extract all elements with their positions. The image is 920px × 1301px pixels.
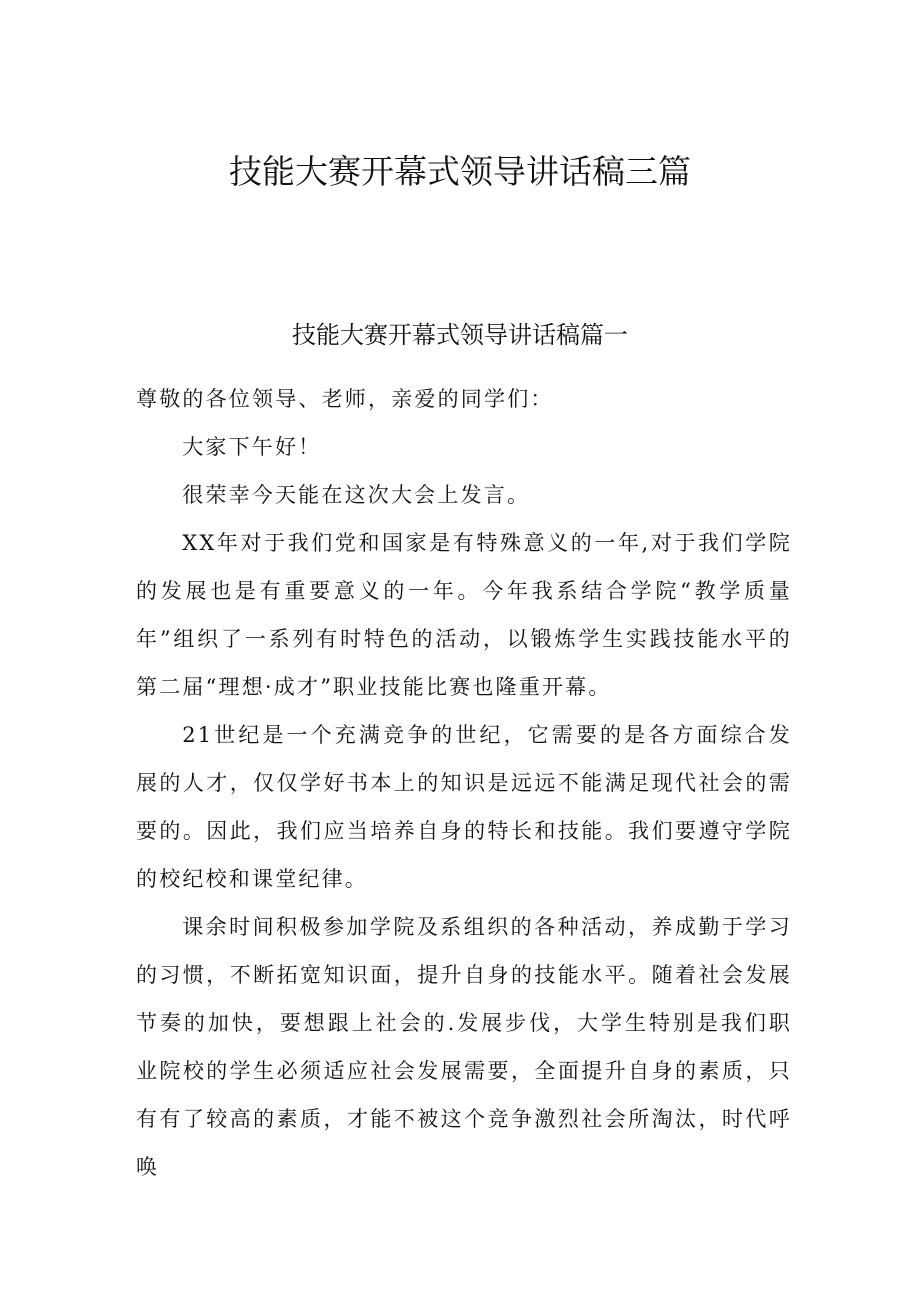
body-paragraph: 21世纪是一个充满竞争的世纪，它需要的是各方面综合发展的人才，仅仅学好书本上的知识是远远不能满足现代社会的需要的。因此，我们应当培养自身的特长和技能。我们要遵守学院的校纪校和课堂纪律。 xyxy=(136,723,792,891)
document-body xyxy=(136,375,792,1191)
greeting-paragraph: 大家下午好！ xyxy=(182,435,322,459)
salutation-paragraph: 尊敬的各位领导、老师，亲爱的同学们： xyxy=(136,387,554,411)
body-paragraph: XX年对于我们党和国家是有特殊意义的一年,对于我们学院的发展也是有重要意义的一年。今年我系结合学院“教学质量年”组织了一系列有时特色的活动，以锻炼学生实践技能水平的第二届“理想·成才”职业技能比赛也隆重开幕。 xyxy=(136,531,792,699)
body-paragraph: 课余时间积极参加学院及系组织的各种活动，养成勤于学习的习惯，不断拓宽知识面，提升自身的技能水平。随着社会发展节奏的加快，要想跟上社会的.发展步伐，大学生特别是我们职业院校的学生必须适应社会发展需要，全面提升自身的素质，只有有了较高的素质，才能不被这个竞争激烈社会所淘汰，时代呼唤 xyxy=(136,915,792,1179)
section-title: 技能大赛开幕式领导讲话稿篇一 xyxy=(292,321,628,349)
document-title: 技能大赛开幕式领导讲话稿三篇 xyxy=(229,152,691,191)
intro-paragraph: 很荣幸今天能在这次大会上发言。 xyxy=(182,483,531,507)
